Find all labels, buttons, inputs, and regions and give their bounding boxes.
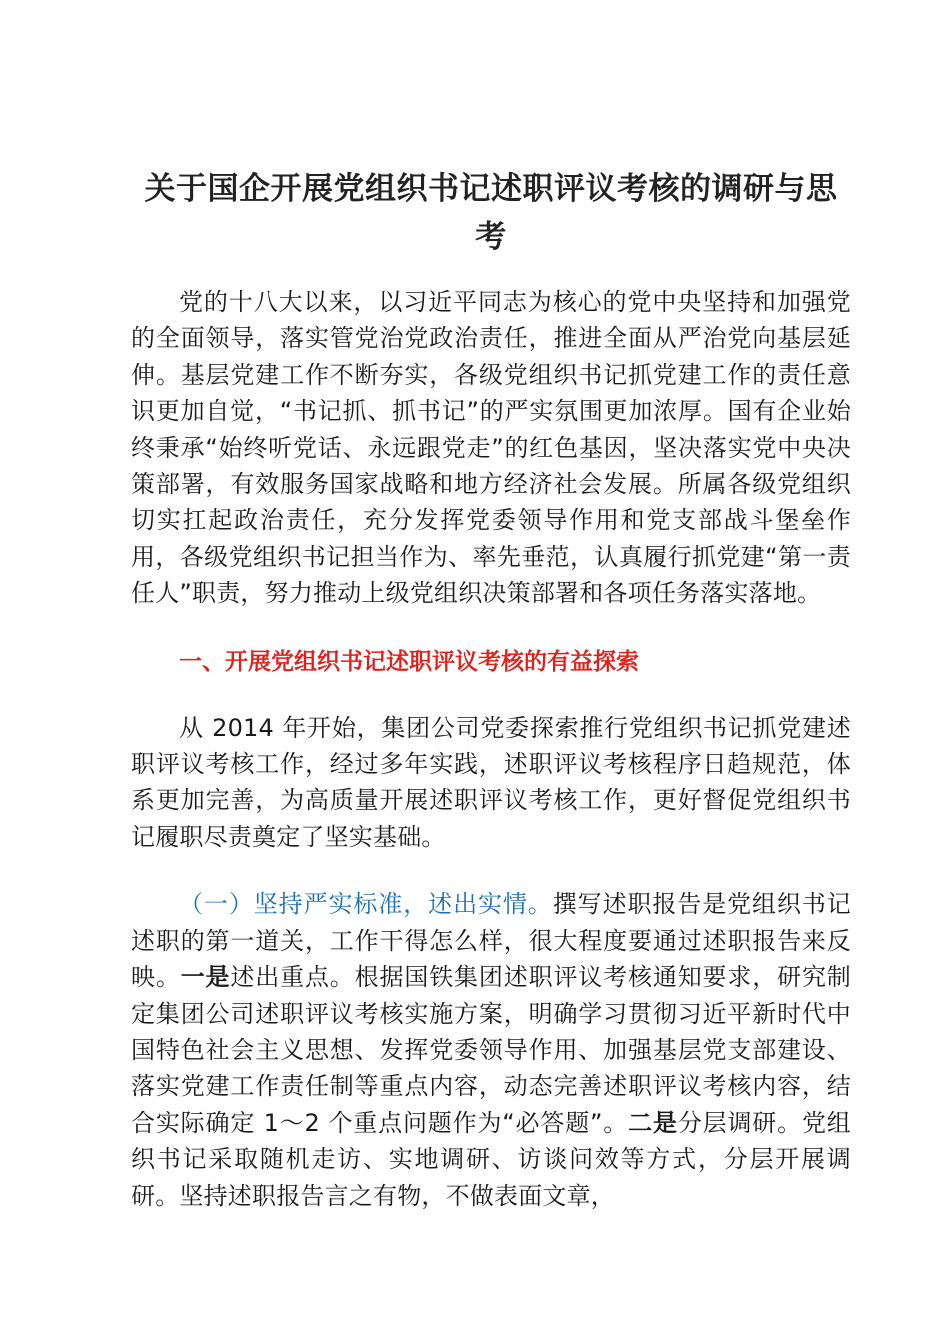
subsection-1-paragraph bbox=[131, 886, 851, 1214]
document-page bbox=[131, 165, 851, 1214]
section-1-paragraph: 从 2014 年开始，集团公司党委探索推行党组织书记抓党建述职评议考核工作，经过多年实践，述职评议考核程序日趋规范，体系更加完善，为高质量开展述职评议考核工作，更好督促党组织书记履职尽责奠定了坚实基础。 bbox=[131, 713, 851, 851]
subsection-heading-1: （一）坚持严实标准，述出实情。 bbox=[179, 890, 553, 919]
point-label-2: 二是 bbox=[628, 1108, 678, 1137]
section-heading-1: 一、开展党组织书记述职评议考核的有益探索 bbox=[179, 648, 639, 675]
intro-paragraph: 党的十八大以来，以习近平同志为核心的党中央坚持和加强党的全面领导，落实管党治党政治责任，推进全面从严治党向基层延伸。基层党建工作不断夯实，各级党组织书记抓党建工作的责任意识更加自觉，“书记抓、抓书记”的严实氛围更加浓厚。国有企业始终秉承“始终听党话、永远跟党走”的红色基因，坚决落实党中央决策部署，有效服务国家战略和地方经济社会发展。所属各级党组织切实扛起政治责任，充分发挥党委领导作用和党支部战斗堡垒作用，各级党组织书记担当作为、率先垂范，认真履行抓党建“第一责任人”职责，努力推动上级党组织决策部署和各项任务落实落地。 bbox=[131, 288, 851, 608]
point-label-1: 一是 bbox=[180, 963, 231, 992]
subsection-text-c: 分层调研。党组织书记采取随机走访、实地调研、访谈问效等方式，分层开展调研。坚持述职报告言之有物，不做表面文章， bbox=[131, 1108, 851, 1210]
subsection-text-b: 述出重点。根据国铁集团述职评议考核通知要求，研究制定集团公司述职评议考核实施方案，明确学习贯彻习近平新时代中国特色社会主义思想、发挥党委领导作用、加强基层党支部建设、落实党建工作责任制等重点内容，动态完善述职评议考核内容，结合实际确定 1～2 个重点问题作为“必答题”。 bbox=[131, 963, 851, 1137]
document-title: 关于国企开展党组织书记述职评议考核的调研与思考 bbox=[144, 171, 838, 255]
subsection-text-a: 撰写述职报告是党组织书记述职的第一道关，工作干得怎么样，很大程度要通过述职报告来反映。 bbox=[131, 890, 852, 992]
